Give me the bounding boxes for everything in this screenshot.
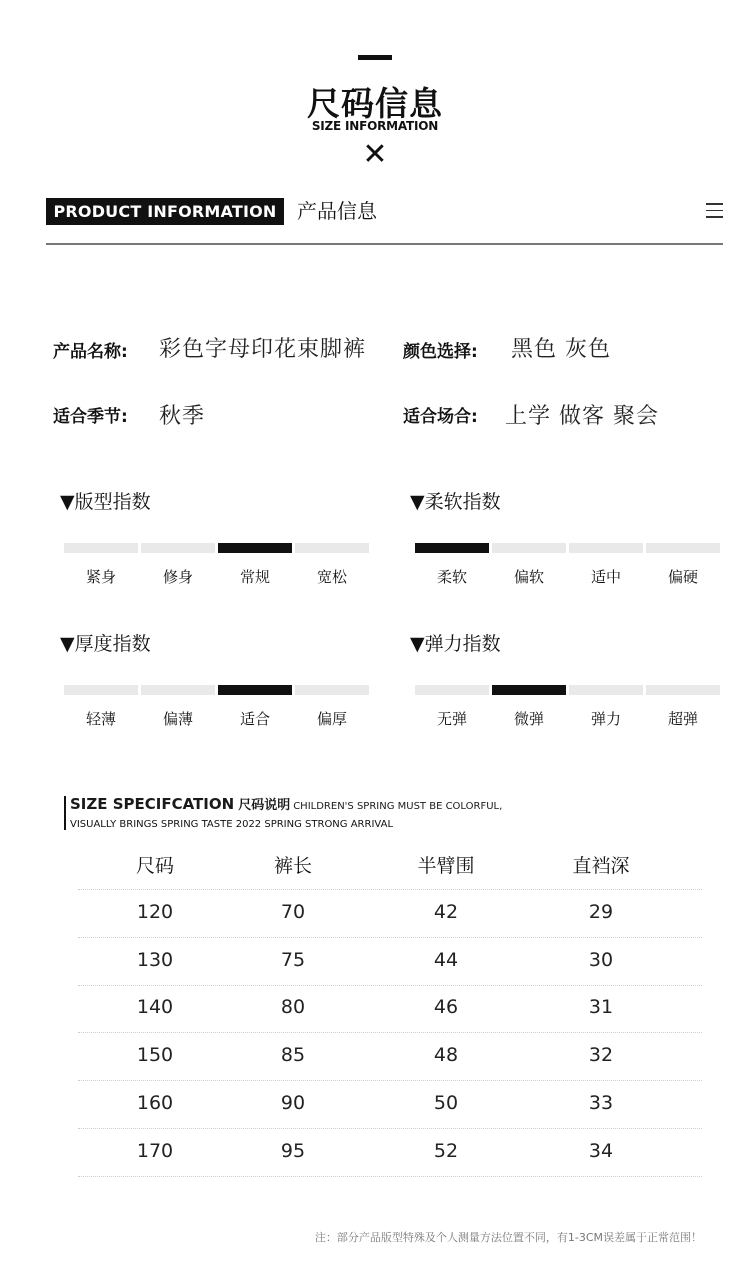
table-cell: 170	[136, 1139, 174, 1162]
index-segment	[141, 543, 215, 553]
index-title: ▼厚度指数	[60, 633, 151, 655]
index-option-label: 弹力	[590, 710, 621, 728]
spec-title	[70, 794, 502, 813]
table-cell: 90	[280, 1091, 306, 1114]
index-segment	[295, 685, 369, 695]
table-cell: 160	[136, 1091, 174, 1114]
table-cell: 34	[588, 1139, 614, 1162]
index-segment	[141, 685, 215, 695]
spec-tagline-2: VISUALLY BRINGS SPRING TASTE 2022 SPRING STRONG ARRIVAL	[70, 819, 394, 830]
header-dash	[358, 55, 392, 60]
index-option-label: 无弹	[436, 710, 467, 728]
index-option-label: 微弹	[513, 710, 544, 728]
index-option-label: 修身	[162, 568, 193, 586]
table-cell: 80	[280, 996, 306, 1019]
table-cell: 30	[588, 948, 614, 971]
table-divider	[78, 1080, 702, 1081]
season-label: 适合季节:	[53, 407, 128, 427]
hamburger-menu-icon	[706, 203, 723, 218]
product-information-title: 产品信息	[297, 199, 377, 223]
index-segment	[569, 543, 643, 553]
section-divider	[46, 243, 723, 245]
spec-bar	[64, 796, 66, 830]
x-mark-icon: ✕	[362, 137, 388, 172]
table-divider	[78, 1128, 702, 1129]
index-option-label: 紧身	[85, 568, 116, 586]
index-title: ▼柔软指数	[410, 491, 501, 513]
table-divider	[78, 1032, 702, 1033]
table-cell: 31	[588, 996, 614, 1019]
season-value: 秋季	[159, 404, 206, 429]
table-cell: 85	[280, 1044, 306, 1067]
index-option-label: 偏厚	[316, 710, 347, 728]
table-cell: 29	[588, 901, 614, 923]
table-cell: 150	[136, 1044, 174, 1067]
table-cell: 44	[433, 948, 459, 971]
table-cell: 140	[136, 996, 174, 1019]
table-cell: 48	[433, 1044, 459, 1067]
index-segment	[492, 543, 566, 553]
table-cell: 42	[433, 901, 459, 923]
index-option-label: 柔软	[436, 568, 467, 586]
index-segment-selected	[218, 685, 292, 695]
index-option-label: 轻薄	[85, 710, 116, 728]
table-cell: 46	[433, 996, 459, 1019]
product-name-label: 产品名称:	[53, 342, 128, 362]
index-option-label: 适中	[590, 568, 621, 586]
index-segment-selected	[492, 685, 566, 695]
table-cell: 32	[588, 1044, 614, 1067]
index-option-label: 偏软	[513, 568, 544, 586]
spec-title-zh: 尺码说明	[238, 798, 291, 813]
color-label: 颜色选择:	[403, 342, 478, 362]
table-divider	[78, 1176, 702, 1177]
index-segment	[569, 685, 643, 695]
index-title: ▼版型指数	[60, 491, 151, 513]
table-header-cell: 直裆深	[572, 855, 630, 877]
index-option-label: 常规	[239, 568, 270, 586]
occasion-value: 上学 做客 聚会	[505, 404, 659, 429]
table-cell: 52	[433, 1139, 459, 1162]
table-cell: 50	[433, 1091, 459, 1114]
index-segment-selected	[218, 543, 292, 553]
index-segment	[64, 685, 138, 695]
spec-title-en: SIZE SPECIFCATION	[70, 795, 235, 813]
table-cell: 95	[280, 1139, 306, 1162]
color-value: 黑色 灰色	[511, 337, 611, 362]
table-header-cell: 尺码	[135, 855, 174, 877]
table-cell: 75	[280, 948, 306, 971]
index-option-label: 偏硬	[667, 568, 698, 586]
page-title: 尺码信息	[307, 84, 443, 123]
index-segment	[415, 685, 489, 695]
table-divider	[78, 985, 702, 986]
index-option-label: 超弹	[667, 710, 698, 728]
product-information-badge: PRODUCT INFORMATION	[46, 198, 284, 225]
table-cell: 33	[588, 1091, 614, 1114]
product-name-value: 彩色字母印花束脚裤	[159, 337, 367, 362]
page-subtitle: SIZE INFORMATION	[311, 119, 439, 133]
index-title: ▼弹力指数	[410, 633, 501, 655]
table-header-cell: 裤长	[273, 855, 312, 877]
table-cell: 130	[136, 948, 174, 971]
footnote: 注：部分产品版型特殊及个人测量方法位置不同，有1-3CM误差属于正常范围！	[314, 1231, 702, 1244]
index-segment-selected	[415, 543, 489, 553]
index-segment	[646, 543, 720, 553]
table-cell: 120	[136, 901, 174, 923]
table-cell: 70	[280, 901, 306, 923]
index-segment	[64, 543, 138, 553]
index-option-label: 宽松	[316, 568, 347, 586]
table-divider	[78, 937, 702, 938]
index-segment	[646, 685, 720, 695]
table-divider	[78, 889, 702, 890]
occasion-label: 适合场合:	[403, 407, 478, 427]
index-option-label: 偏薄	[162, 710, 193, 728]
spec-tagline: CHILDREN'S SPRING MUST BE COLORFUL,	[293, 801, 503, 812]
index-option-label: 适合	[239, 710, 270, 728]
table-header-cell: 半臂围	[417, 855, 475, 877]
index-segment	[295, 543, 369, 553]
